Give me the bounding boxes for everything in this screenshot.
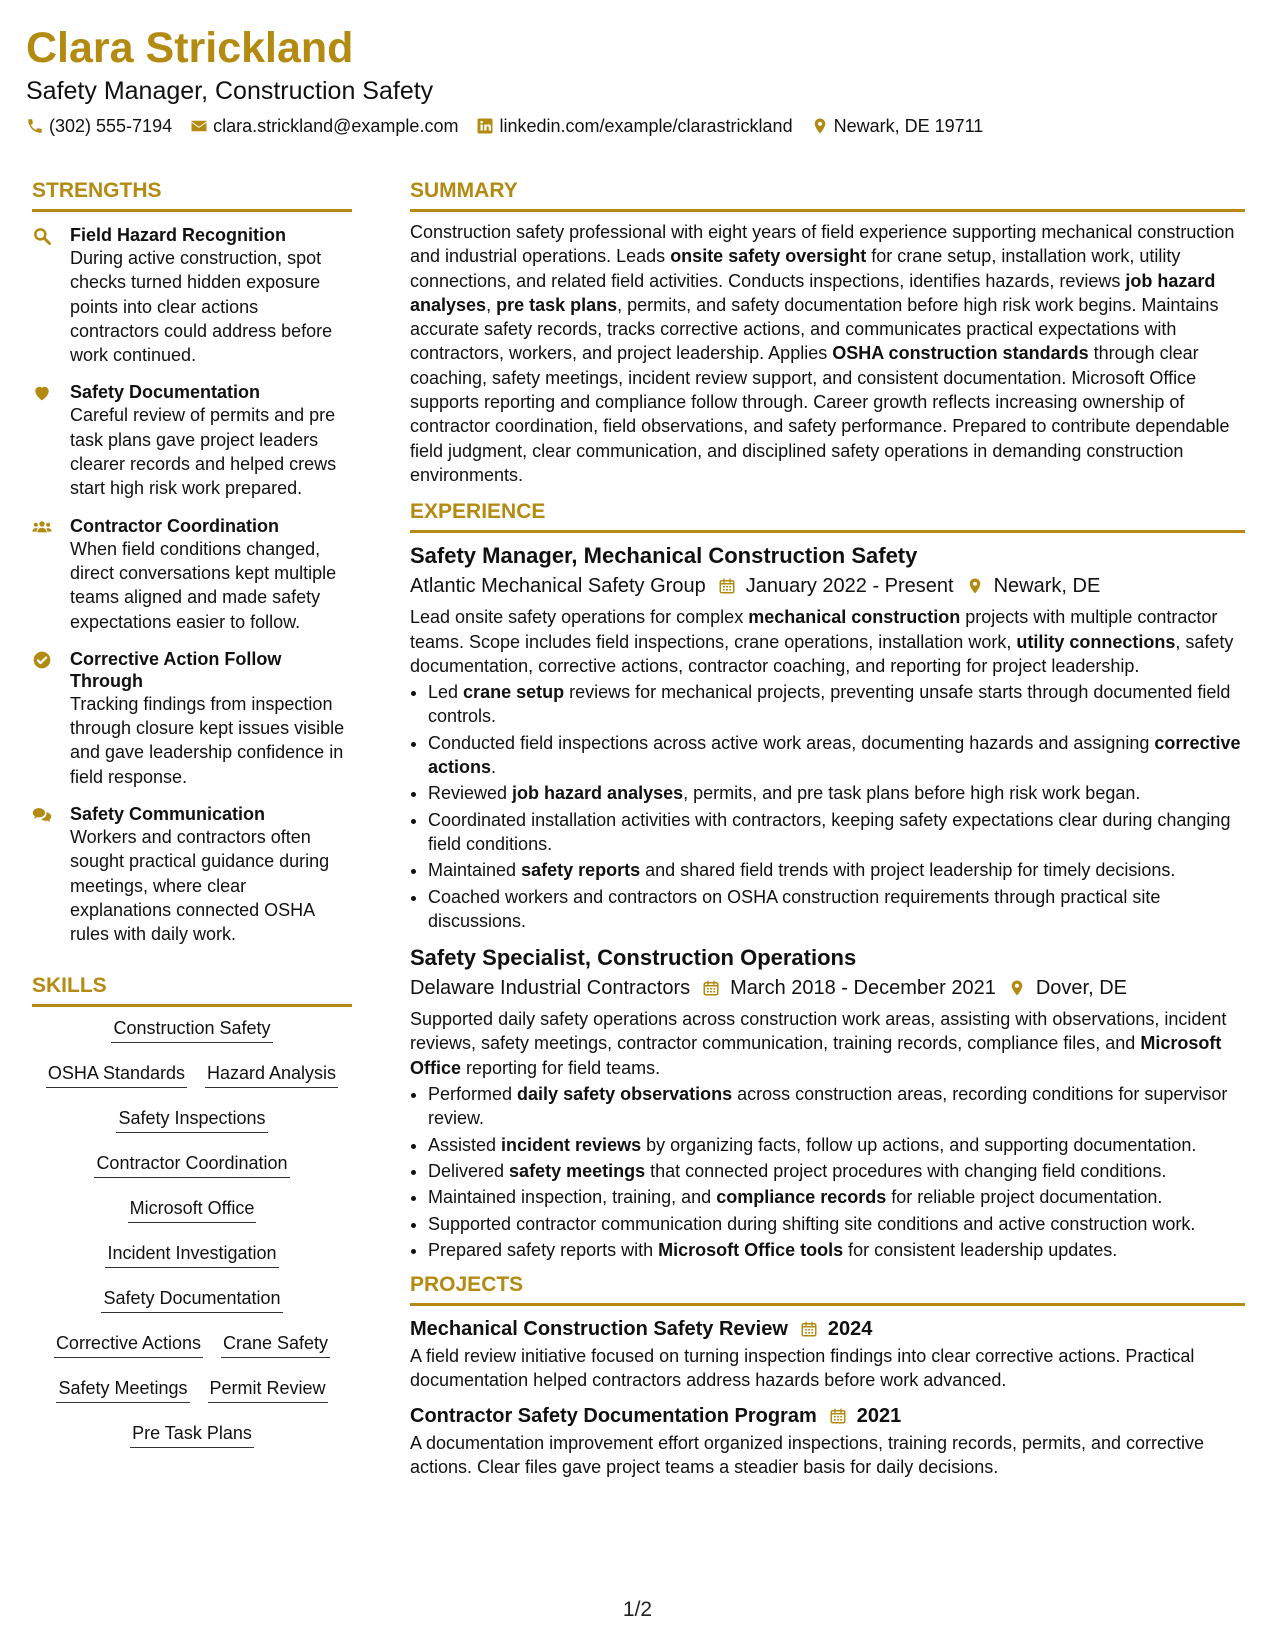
- project-year: [800, 1314, 873, 1344]
- job-company: Delaware Industrial Contractors: [410, 977, 691, 1000]
- bold-text: Microsoft Office: [410, 1033, 1222, 1078]
- skill-tag: Construction Safety: [111, 1017, 272, 1043]
- bullet-item: • Prepared safety reports with Microsoft Office tools for consistent leadership updates.: [428, 1238, 1245, 1262]
- skill-row: [32, 1287, 352, 1313]
- projects-list: [410, 1314, 1245, 1479]
- skill-tag: OSHA Standards: [46, 1062, 187, 1088]
- skill-tag: Crane Safety: [221, 1332, 330, 1358]
- strength-desc: Tracking findings from inspection through closure kept issues visible and gave leadership confidence in field response.: [70, 693, 345, 787]
- project-name: Contractor Safety Documentation Program: [410, 1404, 817, 1427]
- skill-row: [32, 1377, 352, 1403]
- project-year-text: 2021: [856, 1404, 902, 1427]
- skill-row: [32, 1107, 352, 1133]
- bold-text: daily safety observations: [517, 1084, 733, 1105]
- contact-bar: [26, 113, 1246, 139]
- bold-text: onsite safety oversight: [670, 246, 867, 267]
- map-pin-icon: [1008, 979, 1026, 997]
- strength-item: [32, 803, 352, 946]
- job-company: Atlantic Mechanical Safety Group: [410, 575, 706, 598]
- job-location-text: Newark, DE: [993, 575, 1101, 598]
- bold-text: Microsoft Office tools: [658, 1239, 844, 1260]
- bold-text: safety reports: [521, 860, 641, 881]
- project-entry: [410, 1314, 1245, 1393]
- job-meta: [410, 571, 1245, 601]
- bullet-item: • Performed daily safety observations across construction areas, recording conditions for supervisor review.: [428, 1082, 1245, 1131]
- comments-icon: [32, 803, 70, 946]
- project-desc: A documentation improvement effort organized inspections, training records, permits, and corrective actions. Clear files gave project teams a steadier basis for daily decisions.: [410, 1432, 1205, 1477]
- skill-row: [32, 1152, 352, 1178]
- bold-text: pre task plans: [496, 294, 618, 315]
- projects-heading: PROJECTS: [410, 1272, 1245, 1306]
- contact-linkedin[interactable]: [476, 113, 792, 139]
- job-bullets: [410, 680, 1245, 933]
- map-pin-icon: [966, 577, 984, 595]
- strength-item: [32, 515, 352, 634]
- project-entry: [410, 1401, 1245, 1480]
- job-entry: [410, 943, 1245, 1262]
- bold-text: incident reviews: [501, 1134, 642, 1155]
- project-title: [410, 1401, 1245, 1431]
- strength-desc: When field conditions changed, direct conversations kept multiple teams aligned and made safety expectations easier to follow.: [70, 538, 337, 632]
- job-location: [1008, 973, 1127, 1003]
- skill-row: [32, 1062, 352, 1088]
- job-bullets: [410, 1082, 1245, 1262]
- page-number: 1/2: [622, 1598, 653, 1621]
- skill-tag: Incident Investigation: [105, 1242, 278, 1268]
- contact-phone: [26, 113, 172, 139]
- job-dates-text: March 2018 - December 2021: [730, 977, 996, 1000]
- job-dates: [702, 973, 996, 1003]
- bold-text: compliance records: [716, 1187, 887, 1208]
- bold-text: crane setup: [463, 682, 565, 703]
- job-title: Safety Specialist, Construction Operations: [410, 945, 857, 971]
- strength-name: Corrective Action Follow Through: [70, 648, 282, 691]
- job-location-text: Dover, DE: [1035, 977, 1127, 1000]
- bold-text: mechanical construction: [748, 607, 961, 628]
- job-entry: [410, 541, 1245, 933]
- skill-row: [32, 1017, 352, 1043]
- job-intro: Lead onsite safety operations for complex mechanical construction projects with multiple contractor teams. Scope includes field inspections, crane operations, installation work, utility connections, safety documentation, corrective actions, contractor coaching, and reporting for project leadership.: [410, 607, 1234, 676]
- skill-tag: Corrective Actions: [54, 1332, 203, 1358]
- project-year-text: 2024: [827, 1318, 873, 1341]
- bold-text: utility connections: [1016, 631, 1176, 652]
- project-title: [410, 1314, 1245, 1344]
- skill-tag: Hazard Analysis: [205, 1062, 338, 1088]
- email-text[interactable]: clara.strickland@example.com: [213, 116, 459, 136]
- contact-location: [811, 113, 984, 139]
- job-dates: [718, 571, 954, 601]
- skills-list: [32, 1017, 352, 1448]
- check-circle-icon: [32, 648, 70, 789]
- phone-text: (302) 555-7194: [49, 116, 173, 136]
- bullet-item: • Delivered safety meetings that connected project procedures with changing field conditions.: [428, 1159, 1245, 1183]
- left-column: [32, 178, 352, 1467]
- strength-name: Safety Documentation: [70, 382, 261, 403]
- strength-name: Field Hazard Recognition: [70, 225, 287, 245]
- bullet-item: • Maintained inspection, training, and compliance records for reliable project documentation.: [428, 1185, 1245, 1209]
- right-column: [410, 178, 1245, 1487]
- bold-text: safety meetings: [509, 1160, 646, 1181]
- strength-desc: During active construction, spot checks turned hidden exposure points into clear actions contractors could address before work continued.: [70, 248, 333, 366]
- skill-tag: Safety Documentation: [101, 1287, 282, 1313]
- experience-heading: EXPERIENCE: [410, 499, 1245, 533]
- skill-row: [32, 1242, 352, 1268]
- project-desc: A field review initiative focused on turning inspection findings into clear corrective actions. Practical documentation helped contractors address hazards before work advanced.: [410, 1346, 1195, 1391]
- calendar-icon: [829, 1407, 847, 1425]
- strength-item: [32, 648, 352, 789]
- job-meta: [410, 973, 1245, 1003]
- skill-tag: Contractor Coordination: [94, 1152, 289, 1178]
- strengths-heading: STRENGTHS: [32, 178, 352, 212]
- skill-tag: Safety Meetings: [56, 1377, 189, 1403]
- bold-text: job hazard analyses: [410, 270, 1216, 315]
- bullet-item: • Reviewed job hazard analyses, permits, and pre task plans before high risk work began.: [428, 781, 1245, 805]
- candidate-name: Clara Strickland: [26, 24, 354, 72]
- strength-desc: Careful review of permits and pre task plans gave project leaders clearer records and helped crews start high risk work prepared.: [70, 405, 337, 499]
- strength-item: [32, 224, 352, 367]
- heart-icon: [32, 381, 70, 500]
- bullet-item: • Supported contractor communication during shifting site conditions and active construction work.: [428, 1212, 1245, 1236]
- strength-name: Contractor Coordination: [70, 515, 279, 536]
- skill-row: [32, 1197, 352, 1223]
- job-title: Safety Manager, Mechanical Construction Safety: [410, 543, 918, 569]
- calendar-icon: [800, 1320, 818, 1338]
- skills-heading: SKILLS: [32, 973, 352, 1007]
- job-dates-text: January 2022 - Present: [745, 575, 954, 598]
- skill-row: [32, 1332, 352, 1358]
- summary-heading: SUMMARY: [410, 178, 1245, 212]
- phone-icon: [26, 117, 44, 135]
- calendar-icon: [702, 979, 720, 997]
- location-text: Newark, DE 19711: [833, 116, 984, 136]
- skill-tag: Safety Inspections: [116, 1107, 267, 1133]
- strengths-list: [32, 224, 352, 947]
- resume-header: [26, 22, 1246, 139]
- job-location: [966, 571, 1101, 601]
- skill-tag: Microsoft Office: [128, 1197, 257, 1223]
- strength-desc: Workers and contractors often sought practical guidance during meetings, where clear explanations connected OSHA rules with daily work.: [70, 827, 330, 945]
- envelope-icon: [190, 117, 208, 135]
- linkedin-text[interactable]: linkedin.com/example/clarastrickland: [499, 116, 793, 136]
- bullet-item: • Coordinated installation activities with contractors, keeping safety expectations clear during changing field conditions.: [428, 808, 1245, 857]
- summary-text: Construction safety professional with eight years of field experience supporting mechanical construction and industrial operations. Leads onsite safety oversight for crane setup, installation work, utility connections, and related field activities. Conducts inspections, identifies hazards, reviews job hazard analyses, pre task plans, permits, and safety documentation before high risk work begins. Maintains accurate safety records, tracks corrective actions, and communicates practical expectations with contractors, workers, and project leadership. Applies OSHA construction standards through clear coaching, safety meetings, incident review support, and consistent documentation. Microsoft Office supports reporting and compliance follow through. Career growth reflects increasing ownership of contractor coordination, field observations, and safety performance. Prepared to contribute dependable field judgment, clear communication, and disciplined safety operations in demanding construction environments.: [410, 222, 1235, 485]
- bullet-item: • Maintained safety reports and shared field trends with project leadership for timely decisions.: [428, 858, 1245, 882]
- experience-list: [410, 541, 1245, 1262]
- bullet-item: • Led crane setup reviews for mechanical projects, preventing unsafe starts through documented field controls.: [428, 680, 1245, 729]
- search-icon: [32, 224, 70, 367]
- strength-name: Safety Communication: [70, 804, 266, 825]
- skill-tag: Permit Review: [208, 1377, 328, 1403]
- bullet-item: • Conducted field inspections across active work areas, documenting hazards and assigning corrective actions.: [428, 731, 1245, 780]
- bullet-item: • Coached workers and contractors on OSHA construction requirements through practical site discussions.: [428, 885, 1245, 934]
- map-pin-icon: [811, 117, 829, 135]
- strength-item: [32, 381, 352, 500]
- contact-email[interactable]: [190, 113, 458, 139]
- bullet-item: • Assisted incident reviews by organizing facts, follow up actions, and supporting documentation.: [428, 1133, 1245, 1157]
- calendar-icon: [718, 577, 736, 595]
- bold-text: OSHA construction standards: [832, 343, 1089, 364]
- skill-tag: Pre Task Plans: [130, 1422, 254, 1448]
- skill-row: [32, 1422, 352, 1448]
- bold-text: job hazard analyses: [512, 783, 684, 804]
- linkedin-icon: [476, 117, 494, 135]
- candidate-title: Safety Manager, Construction Safety: [26, 77, 434, 105]
- bold-text: corrective actions: [428, 732, 1241, 778]
- users-icon: [32, 515, 70, 634]
- job-intro: Supported daily safety operations across construction work areas, assisting with observations, incident reviews, safety meetings, contractor communication, training records, compliance files, and Microsoft Office reporting for field teams.: [410, 1009, 1227, 1078]
- project-year: [829, 1401, 902, 1431]
- project-name: Mechanical Construction Safety Review: [410, 1318, 788, 1341]
